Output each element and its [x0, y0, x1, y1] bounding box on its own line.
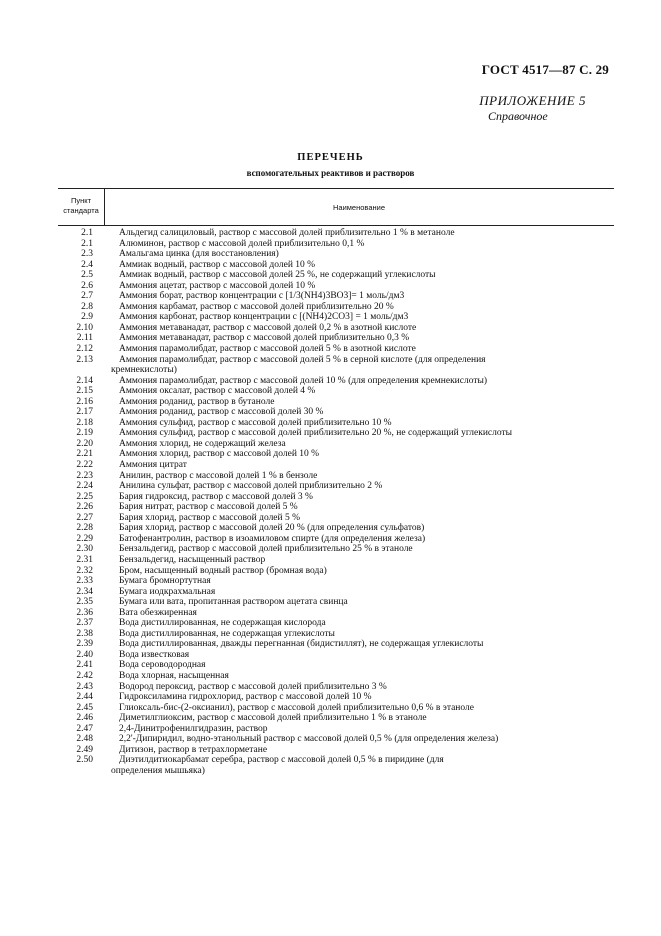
- table-body: [0, 228, 661, 776]
- reagent-name-line: Аммония метаванадат, раствор с массовой долей приблизительно 0,3 %: [119, 333, 410, 344]
- table-row: [0, 449, 661, 460]
- table-row: [0, 671, 661, 682]
- table-row: [0, 249, 661, 260]
- table-row: [0, 407, 661, 418]
- reagent-name-line: Бария гидроксид, раствор с массовой долей 3 %: [119, 491, 313, 502]
- table-row: [0, 312, 661, 323]
- table-row: [0, 713, 661, 724]
- table-row: [0, 428, 661, 439]
- table-row: [0, 260, 661, 271]
- reagent-name-line: Бумага бромнортутная: [119, 576, 211, 587]
- clause-number: 2.18: [76, 417, 93, 428]
- reagent-name: [93, 228, 615, 239]
- appendix-label: ПРИЛОЖЕНИЕ 5: [479, 93, 586, 108]
- clause-number: 2.48: [76, 734, 93, 745]
- table-row: [0, 534, 661, 545]
- reagent-name: [93, 449, 615, 460]
- reagent-name-line: Аммония метаванадат, раствор с массовой долей 0,2 % в азотной кислоте: [119, 322, 417, 333]
- clause-number: 2.41: [76, 660, 93, 671]
- clause-number: 2.8: [81, 301, 93, 312]
- reagent-name-line: Бумага иодкрахмальная: [119, 586, 216, 597]
- clause-number: 2.32: [76, 565, 93, 576]
- clause-number: 2.27: [76, 512, 93, 523]
- reagent-name: [93, 397, 615, 408]
- clause-number: 2.1: [81, 228, 93, 238]
- clause-number: 2.21: [76, 449, 93, 460]
- table-row: [0, 587, 661, 598]
- reagent-name: [93, 734, 615, 745]
- reagent-name: [93, 566, 615, 577]
- reagent-name: [93, 376, 615, 387]
- table-row: [0, 734, 661, 745]
- reagent-name: [93, 544, 615, 555]
- reagent-name-line: Вода дистиллированная, не содержащая углекислоты: [119, 628, 335, 639]
- reagent-name-continuation: кремнекислоты): [111, 365, 177, 376]
- table-row: [0, 418, 661, 429]
- reagent-name: [93, 755, 615, 776]
- table-row: [0, 703, 661, 714]
- reagent-name-line: Аммония парамолибдат, раствор с массовой долей 10 % (для определения кремнекислоты): [119, 375, 488, 386]
- reagent-name: [93, 660, 615, 671]
- clause-number: 2.34: [76, 586, 93, 597]
- reagent-name: [93, 344, 615, 355]
- column-header-name: Наименование: [333, 203, 385, 212]
- table-row: [0, 333, 661, 344]
- reagent-name: [93, 671, 615, 682]
- table-row: [0, 386, 661, 397]
- reagent-name: [93, 618, 615, 629]
- clause-number: 2.39: [76, 639, 93, 650]
- reagent-name-line: Аммония парамолибдат, раствор с массовой долей 5 % в серной кислоте (для определения: [119, 354, 486, 365]
- reagent-name-line: Аммония цитрат: [119, 460, 187, 471]
- table-row: [0, 291, 661, 302]
- clause-number: 2.42: [76, 670, 93, 681]
- clause-number: 2.31: [76, 554, 93, 565]
- reagent-name-line: Аммиак водный, раствор с массовой долей 10 %: [119, 259, 316, 270]
- table-row: [0, 629, 661, 640]
- reagent-name: [93, 439, 615, 450]
- reagent-name-line: Аммония карбамат, раствор с массовой долей приблизительно 20 %: [119, 301, 394, 312]
- clause-number: 2.4: [81, 259, 93, 270]
- table-row: [0, 597, 661, 608]
- clause-number: 2.13: [76, 354, 93, 365]
- reagent-name-line: Вода дистиллированная, не содержащая кислорода: [119, 618, 326, 629]
- reagent-name-line: Дитизон, раствор в тетрахлорметане: [119, 744, 268, 755]
- reagent-name-line: Бария хлорид, раствор с массовой долей 20 % (для определения сульфатов): [119, 523, 425, 534]
- reagent-name: [93, 323, 615, 334]
- reagent-name: [93, 471, 615, 482]
- reagent-name: [93, 703, 615, 714]
- table-row: [0, 344, 661, 355]
- table-row: [0, 576, 661, 587]
- reagent-name-line: Аммония сульфид, раствор с массовой долей приблизительно 20 %, не содержащий углекислоты: [119, 428, 513, 439]
- reagent-name-line: Аммония хлорид, раствор с массовой долей 10 %: [119, 449, 320, 460]
- reagent-name: [93, 312, 615, 323]
- reagent-name-line: Диметилглиоксим, раствор с массовой долей приблизительно 1 % в этаноле: [119, 713, 427, 724]
- reagent-name-line: Альдегид салициловый, раствор с массовой долей приблизительно 1 % в метаноле: [119, 228, 455, 238]
- clause-number: 2.7: [81, 291, 93, 302]
- reagent-name: [93, 481, 615, 492]
- reagent-name-continuation: определения мышьяка): [111, 765, 205, 776]
- table-row: [0, 281, 661, 292]
- reagent-name: [93, 745, 615, 756]
- table-row: [0, 228, 661, 239]
- reagent-name: [93, 407, 615, 418]
- clause-number: 2.26: [76, 502, 93, 513]
- reagent-name: [93, 333, 615, 344]
- reagent-name-line: Алюминон, раствор с массовой долей приблизительно 0,1 %: [119, 238, 365, 249]
- table-row: [0, 544, 661, 555]
- document-title: ПЕРЕЧЕНЬ: [297, 152, 364, 163]
- clause-number: 2.1: [81, 238, 93, 249]
- reagent-name-line: Бензальдегид, раствор с массовой долей приблизительно 25 % в этаноле: [119, 544, 413, 555]
- reagent-name: [93, 682, 615, 693]
- clause-number: 2.22: [76, 460, 93, 471]
- reagent-name: [93, 249, 615, 260]
- reagent-name: [93, 386, 615, 397]
- appendix-type: Справочное: [488, 109, 548, 123]
- reagent-name-line: Вата обезжиренная: [119, 607, 197, 618]
- table-row: [0, 323, 661, 334]
- reagent-name: [93, 302, 615, 313]
- reagent-name-line: Вода сероводородная: [119, 660, 206, 671]
- page-header: ГОСТ 4517—87 С. 29: [481, 62, 609, 77]
- clause-number: 2.43: [76, 681, 93, 692]
- table-row: [0, 460, 661, 471]
- clause-number: 2.20: [76, 438, 93, 449]
- reagent-name-line: Аммония ацетат, раствор с массовой долей 10 %: [119, 280, 316, 291]
- reagent-name-line: Аммония парамолибдат, раствор с массовой долей 5 % в азотной кислоте: [119, 344, 416, 355]
- reagent-name: [93, 492, 615, 503]
- clause-number: 2.37: [76, 618, 93, 629]
- clause-number: 2.12: [76, 344, 93, 355]
- table-row: [0, 639, 661, 650]
- table-row: [0, 355, 661, 376]
- clause-number: 2.49: [76, 744, 93, 755]
- reagent-name-line: Глиоксаль-бис-(2-оксианил), раствор с массовой долей приблизительно 0,6 % в этаноле: [119, 702, 474, 713]
- reagent-name-line: Бумага или вата, пропитанная раствором ацетата свинца: [119, 597, 348, 608]
- reagent-name-line: 2,4-Динитрофенилгидразин, раствор: [119, 723, 268, 734]
- clause-number: 2.29: [76, 533, 93, 544]
- column-header-clause-line2: стандарта: [63, 206, 99, 215]
- reagent-name: [93, 428, 615, 439]
- reagent-name: [93, 724, 615, 735]
- reagent-name-line: Бария хлорид, раствор с массовой долей 5 %: [119, 512, 301, 523]
- table-row: [0, 755, 661, 776]
- reagent-name-line: Вода известковая: [119, 649, 190, 660]
- table-row: [0, 523, 661, 534]
- table-row: [0, 724, 661, 735]
- reagent-name: [93, 513, 615, 524]
- clause-number: 2.40: [76, 649, 93, 660]
- reagent-name-line: Аммония роданид, раствор в бутаноле: [119, 396, 275, 407]
- clause-number: 2.17: [76, 407, 93, 418]
- reagent-name-line: Бария нитрат, раствор с массовой долей 5 %: [119, 502, 298, 513]
- reagent-name-line: Бензальдегид, насыщенный раствор: [119, 554, 266, 565]
- reagent-name-line: Бром, насыщенный водный раствор (бромная вода): [119, 565, 327, 576]
- reagent-name-line: Аммония борат, раствор концентрации c [1/3(NH4)3BO3]= 1 моль/дм3: [119, 291, 405, 302]
- table-row: [0, 239, 661, 250]
- table-row: [0, 555, 661, 566]
- column-header-clause: [58, 196, 104, 216]
- clause-number: 2.50: [76, 755, 93, 766]
- document-subtitle: вспомогательных реактивов и растворов: [246, 168, 415, 178]
- table-row: [0, 660, 661, 671]
- reagent-name-line: Аммиак водный, раствор с массовой долей 25 %, не содержащий углекислоты: [119, 270, 436, 281]
- clause-number: 2.24: [76, 481, 93, 492]
- clause-number: 2.36: [76, 607, 93, 618]
- reagent-name: [93, 587, 615, 598]
- reagent-name-line: Аммония оксалат, раствор с массовой долей 4 %: [119, 386, 316, 397]
- clause-number: 2.5: [81, 270, 93, 281]
- reagent-name: [93, 523, 615, 534]
- reagent-name: [93, 576, 615, 587]
- clause-number: 2.38: [76, 628, 93, 639]
- table-row: [0, 650, 661, 661]
- reagent-name-line: Аммония хлорид, не содержащий железа: [119, 438, 286, 449]
- clause-number: 2.15: [76, 386, 93, 397]
- reagent-name-line: Анилин, раствор с массовой долей 1 % в бензоле: [119, 470, 318, 481]
- table-header-rule: [58, 225, 614, 226]
- reagent-name-line: Водород пероксид, раствор с массовой долей приблизительно 3 %: [119, 681, 387, 692]
- clause-number: 2.28: [76, 523, 93, 534]
- reagent-name: [93, 692, 615, 703]
- clause-number: 2.3: [81, 249, 93, 260]
- table-row: [0, 682, 661, 693]
- table-row: [0, 376, 661, 387]
- reagent-name-line: Амальгама цинка (для восстановления): [119, 249, 279, 260]
- reagent-name: [93, 260, 615, 271]
- clause-number: 2.46: [76, 713, 93, 724]
- table-row: [0, 745, 661, 756]
- reagent-name: [93, 418, 615, 429]
- table-row: [0, 439, 661, 450]
- clause-number: 2.6: [81, 280, 93, 291]
- reagent-name: [93, 460, 615, 471]
- table-row: [0, 692, 661, 703]
- table-row: [0, 492, 661, 503]
- reagent-name-line: Вода хлорная, насыщенная: [119, 670, 229, 681]
- reagent-name: [93, 534, 615, 545]
- clause-number: 2.23: [76, 470, 93, 481]
- reagent-name-line: Аммония роданид, раствор с массовой долей 30 %: [119, 407, 324, 418]
- table-row: [0, 608, 661, 619]
- reagent-name-line: Диэтилдитиокарбамат серебра, раствор с массовой долей 0,5 % в пиридине (для: [119, 755, 444, 766]
- table-row: [0, 566, 661, 577]
- clause-number: 2.16: [76, 396, 93, 407]
- table-row: [0, 618, 661, 629]
- column-header-clause-line1: Пункт: [70, 196, 92, 205]
- reagent-name: [93, 355, 615, 376]
- clause-number: 2.25: [76, 491, 93, 502]
- clause-number: 2.14: [76, 375, 93, 386]
- table-row: [0, 397, 661, 408]
- reagent-name: [93, 629, 615, 640]
- clause-number: 2.9: [81, 312, 93, 323]
- reagent-name: [93, 270, 615, 281]
- table-row: [0, 270, 661, 281]
- table-row: [0, 481, 661, 492]
- table-row: [0, 513, 661, 524]
- reagent-name-line: Аммония карбонат, раствор концентрации c [(NH4)2CO3] = 1 моль/дм3: [119, 312, 409, 323]
- reagent-name: [93, 608, 615, 619]
- reagent-name: [93, 650, 615, 661]
- reagent-name: [93, 281, 615, 292]
- table-row: [0, 502, 661, 513]
- reagent-name-line: 2,2'-Дипиридил, водно-этанольный раствор с массовой долей 0,5 % (для определения железа): [119, 734, 499, 745]
- clause-number: 2.33: [76, 576, 93, 587]
- clause-number: 2.45: [76, 702, 93, 713]
- clause-number: 2.30: [76, 544, 93, 555]
- reagent-name-line: Анилина сульфат, раствор с массовой долей приблизительно 2 %: [119, 481, 383, 492]
- reagent-name: [93, 597, 615, 608]
- table-top-rule: [58, 188, 614, 189]
- reagent-name-line: Батофенантролин, раствор в изоамиловом спирте (для определения железа): [119, 533, 426, 544]
- reagent-name-line: Гидроксиламина гидрохлорид, раствор с массовой долей 10 %: [119, 692, 372, 703]
- table-row: [0, 471, 661, 482]
- reagent-name: [93, 291, 615, 302]
- clause-number: 2.10: [76, 322, 93, 333]
- reagent-name: [93, 239, 615, 250]
- clause-number: 2.11: [76, 333, 93, 344]
- reagent-name: [93, 502, 615, 513]
- reagent-name-line: Аммония сульфид, раствор с массовой долей приблизительно 10 %: [119, 417, 392, 428]
- clause-number: 2.35: [76, 597, 93, 608]
- reagent-name-line: Вода дистиллированная, дважды перегнанная (бидистиллят), не содержащая углекислоты: [119, 639, 484, 650]
- reagent-name: [93, 555, 615, 566]
- clause-number: 2.47: [76, 723, 93, 734]
- clause-number: 2.19: [76, 428, 93, 439]
- reagent-name: [93, 639, 615, 650]
- reagent-name: [93, 713, 615, 724]
- table-row: [0, 302, 661, 313]
- clause-number: 2.44: [76, 692, 93, 703]
